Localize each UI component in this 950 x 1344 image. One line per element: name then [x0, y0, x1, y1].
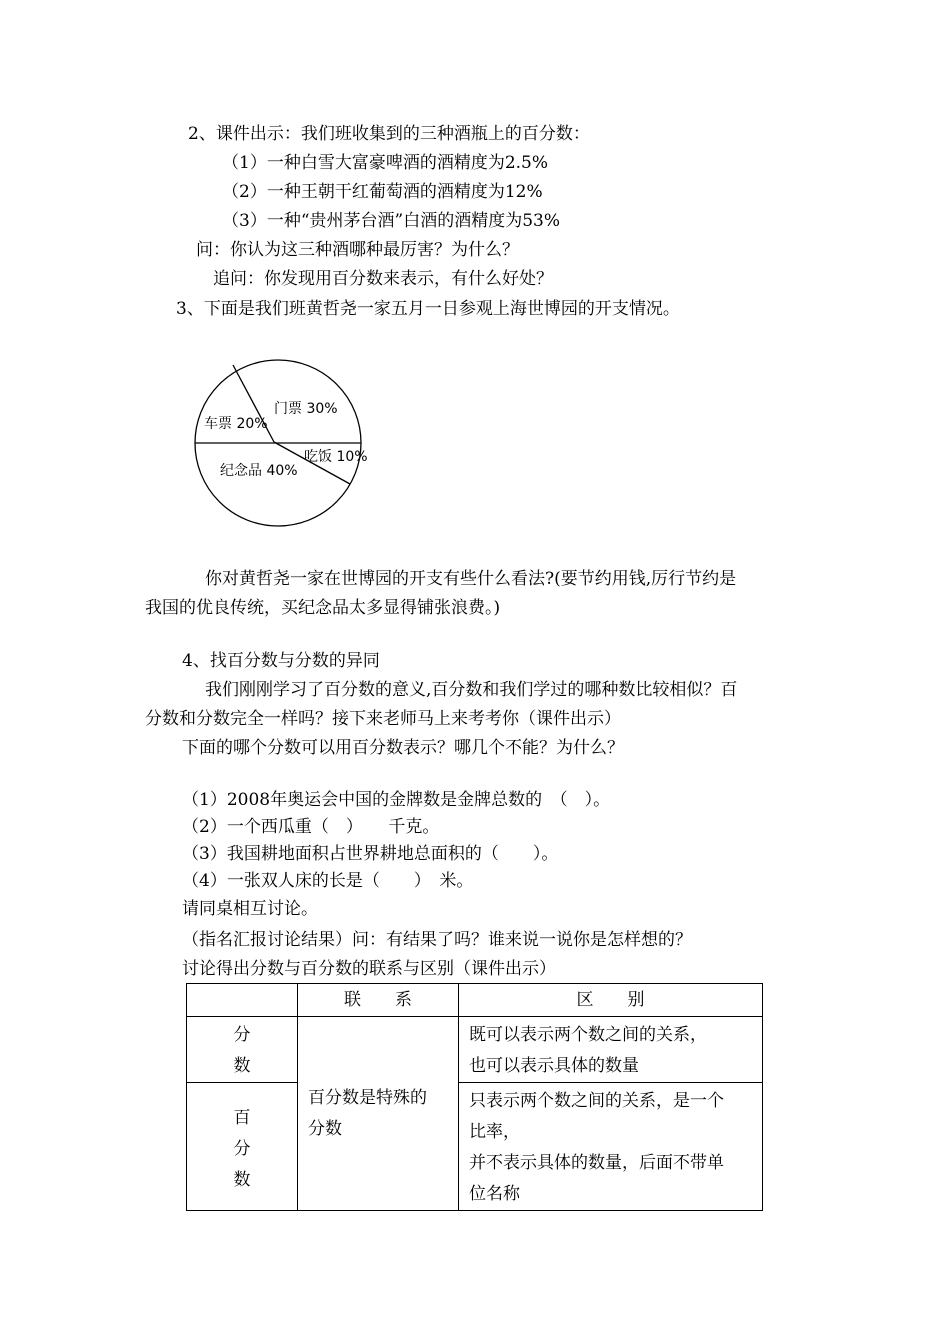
- pie-label-tickets: 门票 30%: [274, 401, 338, 417]
- section4-para-2: 分数和分数完全一样吗？接下来老师马上来考考你（课件出示）: [145, 709, 621, 729]
- diff-percent: 只表示两个数之间的关系，是一个 比率， 并不表示具体的数量，后面不带单 位名称: [459, 1083, 763, 1211]
- report-text: （指名汇报讨论结果）问：有结果了吗？谁来说一说你是怎样想的？: [182, 930, 692, 950]
- comparison-table: [186, 983, 763, 1211]
- table-caption: 讨论得出分数与百分数的联系与区别（课件出示）: [182, 959, 556, 979]
- comment-line-2: 我国的优良传统，买纪念品太多显得铺张浪费。): [145, 598, 501, 618]
- fraction-question-2: （2）一个西瓜重（ ） 千克。: [182, 817, 440, 837]
- pie-label-food: 吃饭 10%: [304, 449, 368, 465]
- pie-label-transport: 车票 20%: [204, 416, 268, 432]
- header-link: 联 系: [298, 984, 459, 1017]
- row-label-percent: 百 分 数: [187, 1083, 298, 1211]
- section2-heading: 2、课件出示：我们班收集到的三种酒瓶上的百分数：: [188, 124, 590, 144]
- section4-heading: 4、找百分数与分数的异同: [182, 651, 380, 671]
- question-text: 问：你认为这三种酒哪种最厉害？为什么？: [196, 240, 519, 260]
- fraction-question-4: （4）一张双人床的长是（ ） 米。: [182, 871, 474, 891]
- table-header-row: [187, 984, 763, 1017]
- table-row-percent: [187, 1083, 763, 1211]
- row-label-fraction: 分 数: [187, 1017, 298, 1083]
- link-cell: 百分数是特殊的 分数: [298, 1017, 459, 1211]
- pie-label-souvenir: 纪念品 40%: [220, 463, 298, 479]
- table-row-fraction: [187, 1017, 763, 1083]
- section3-heading: 3、下面是我们班黄哲尧一家五月一日参观上海世博园的开支情况。: [176, 299, 680, 319]
- diff-fraction: 既可以表示两个数之间的关系， 也可以表示具体的数量: [459, 1017, 763, 1083]
- followup-text: 追问：你发现用百分数来表示，有什么好处？: [213, 269, 553, 289]
- wine-item-3: （3）一种“贵州茅台酒”白酒的酒精度为53%: [222, 211, 560, 231]
- discuss-text: 请同桌相互讨论。: [182, 899, 318, 919]
- fraction-question-3: （3）我国耕地面积占世界耕地总面积的（ ）。: [182, 844, 559, 864]
- fraction-question-1: （1）2008年奥运会中国的金牌数是金牌总数的 （ ）。: [182, 790, 611, 810]
- section4-para-1: 我们刚刚学习了百分数的意义,百分数和我们学过的哪种数比较相似？百: [205, 680, 738, 700]
- header-diff: 区 别: [459, 984, 763, 1017]
- header-empty-cell: [187, 984, 298, 1017]
- section4-prompt: 下面的哪个分数可以用百分数表示？哪几个不能？为什么？: [182, 738, 624, 758]
- wine-item-1: （1）一种白雪大富豪啤酒的酒精度为2.5%: [222, 153, 549, 173]
- expense-pie-chart: [178, 356, 378, 540]
- comment-line-1: 你对黄哲尧一家在世博园的开支有些什么看法?(要节约用钱,厉行节约是: [205, 569, 737, 589]
- wine-item-2: （2）一种王朝干红葡萄酒的酒精度为12%: [222, 182, 543, 202]
